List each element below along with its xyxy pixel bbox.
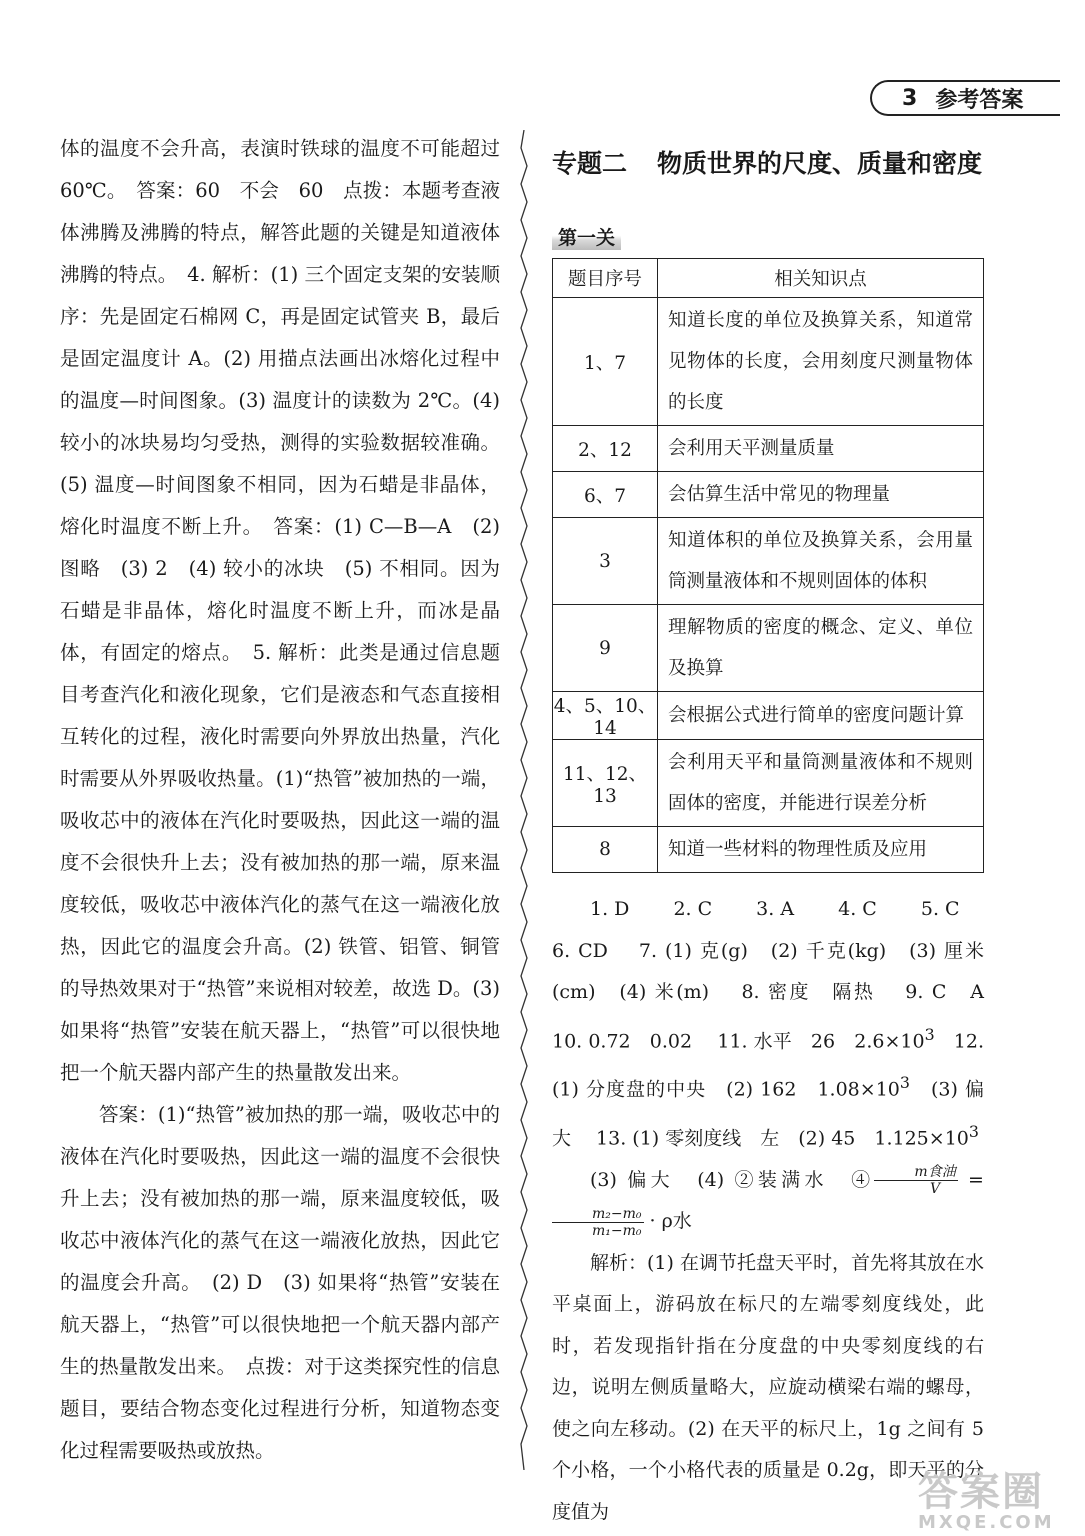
page-number: 3 [902,85,918,111]
column-divider [518,130,530,1470]
table-cell-num: 9 [553,605,658,692]
table-cell-num: 8 [553,827,658,873]
table-row [553,605,984,692]
table-cell-text: 会估算生活中常见的物理量 [658,472,984,518]
table-row [553,518,984,605]
watermark-logo: 答案圈 MXQE.COM [918,1469,1055,1533]
table-header-row [553,259,984,298]
table-cell-text: 会根据公式进行简单的密度问题计算 [658,692,984,740]
fraction-mass-volume: $\frac{\text{m食油}}{V}$ [874,1164,957,1197]
left-column [60,128,500,1472]
table-header-num: 题目序号 [553,259,658,298]
answers-line-2: 6. CD 7. (1) 克(g) (2) 千克(kg) (3) 厘米(cm) (4) 米(m) 8. 密度 隔热 9. C A 10. 0.72 0.02 11. 水平 26 $2.6\times 10^3$ 12. (1) 分度盘的中央 (2) 162 $1.08\times 10^3$ (3) 偏大 13. (1) 零刻度线 左 (2) 45 $1.125\times 10^3$ [552,939,1010,1150]
answers-line-1: 1. D 2. C 3. A 4. C 5. C [590,898,960,920]
table-row [553,298,984,426]
table-cell-num: 6、7 [553,472,658,518]
table-row [553,426,984,472]
table-cell-num: 1、7 [553,298,658,426]
table-cell-num: 2、12 [553,426,658,472]
table-row [553,827,984,873]
table-row [553,472,984,518]
table-header-knowledge: 相关知识点 [658,259,984,298]
left-paragraph-1: 体的温度不会升高，表演时铁球的温度不可能超过60℃。 答案：60 不会 60 点拨：本题考查液体沸腾及沸腾的特点，解答此题的关键是知道液体沸腾的特点。 4. 解析：(1) 三个固定支架的安装顺序：先是固定石棉网 C，再是固定试管夹 B，最后是固定温度计 A。(2) 用描点法画出冰熔化过程中的温度—时间图象。(3) 温度计的读数为 2℃。(4) 较小的冰块易均匀受热，测得的实验数据较准确。(5) 温度—时间图象不相同，因为石蜡是非晶体，熔化时温度不断上升。 答案：(1) C—B—A (2) 图略 (3) 2 (4) 较小的冰块 (5) 不相同。因为石蜡是非晶体，熔化时温度不断上升，而冰是晶体，有固定的熔点。 5. 解析：此类是通过信息题目考查汽化和液化现象，它们是液态和气态直接相互转化的过程，液化时需要向外界放出热量，汽化时需要从外界吸收热量。(1)“热管”被加热的一端，吸收芯中的液体在汽化时要吸热，因此这一端的温度不会很快升上去；没有被加热的那一端，原来温度较低，吸收芯中液体汽化的蒸气在这一端液化放热，因此它的温度会升高。(2) 铁管、铝管、铜管的导热效果对于“热管”来说相对较差，故选 D。(3) 如果将“热管”安装在航天器上，“热管”可以很快地把一个航天器内部产生的热量散发出来。 [60,137,500,1084]
table-cell-num: 3 [553,518,658,605]
left-paragraph-2: 答案：(1)“热管”被加热的那一端，吸收芯中的液体在汽化时要吸热，因此这一端的温度不会很快升上去；没有被加热的那一端，原来温度较低，吸收芯中液体汽化的蒸气在这一端液化放热，因此它的温度会升高。 (2) D (3) 如果将“热管”安装在航天器上，“热管”可以很快地把一个航天器内部产生的热量散发出来。 点拨：对于这类探究性的信息题目，要结合物态变化过程进行分析，知道物态变化过程需要吸热或放热。 [60,1103,500,1462]
level-label: 第一关 [552,226,621,250]
table-row [553,740,984,827]
knowledge-table [552,258,984,873]
table-cell-text: 会利用天平测量质量 [658,426,984,472]
answers-line-3: (3) 偏大 (4) ②装满水 ④ $\frac{\text{m食油}}{V}$ = $\frac{\text{m₂−m₀}}{\text{m₁−m₀}}$ · ρ水 [552,1160,984,1243]
topic-title: 物质世界的尺度、质量和密度 [657,149,983,178]
fraction-mass-difference: $\frac{\text{m₂−m₀}}{\text{m₁−m₀}}$ [552,1206,644,1239]
topic-heading [552,144,984,184]
table-cell-text: 知道长度的单位及换算关系，知道常见物体的长度，会用刻度尺测量物体的长度 [658,298,984,426]
table-row [553,692,984,740]
page-header-tag [870,80,1060,116]
table-cell-text: 会利用天平和量筒测量液体和不规则固体的密度，并能进行误差分析 [658,740,984,827]
topic-label: 专题二 [552,149,628,178]
table-cell-num: 4、5、10、14 [553,692,658,740]
table-cell-text: 知道一些材料的物理性质及应用 [658,827,984,873]
analysis-paragraph: 解析：(1) 在调节托盘天平时，首先将其放在水平桌面上，游码放在标尺的左端零刻度线处，此时，若发现指针指在分度盘的中央零刻度线的右边，说明左侧质量略大，应旋动横梁右端的螺母，使之向左移动。(2) 在天平的标尺上，1g 之间有 5 个小格，一个小格代表的质量是 0.2g，即天平的分度值为 [552,1251,984,1523]
table-cell-text: 理解物质的密度的概念、定义、单位及换算 [658,605,984,692]
table-cell-text: 知道体积的单位及换算关系，会用量筒测量液体和不规则固体的体积 [658,518,984,605]
section-title: 参考答案 [935,87,1024,113]
table-cell-num: 11、12、13 [553,740,658,827]
